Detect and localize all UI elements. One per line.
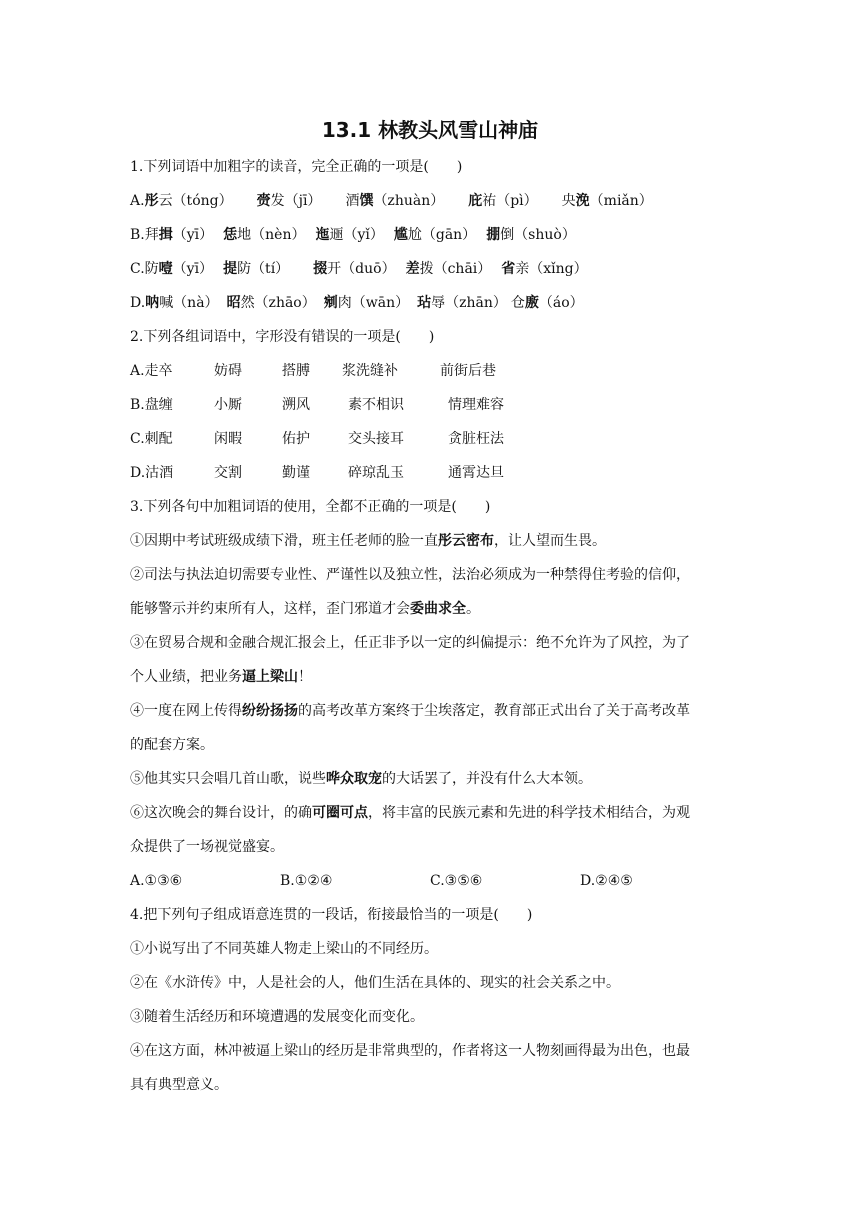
q1-option-a: A.彤云（tóng） 赍发（jī） 酒馔（zhuàn） 庇祐（pì） 央浼（miǎn） bbox=[130, 193, 653, 209]
q4-sentence-3: ③随着生活经历和环境遭遇的发展变化而变化。 bbox=[130, 1009, 424, 1025]
q3-sentence-6-line-1: ⑥这次晚会的舞台设计，的确可圈可点，将丰富的民族元素和先进的科学技术相结合，为观 bbox=[130, 805, 690, 821]
q3-sentence-1: ①因期中考试班级成绩下滑，班主任老师的脸一直彤云密布，让人望而生畏。 bbox=[130, 533, 606, 549]
question-2-stem: 2.下列各组词语中，字形没有错误的一项是( ) bbox=[130, 329, 435, 345]
q3-option-a: A.①③⑥ bbox=[130, 873, 183, 889]
q1-option-b: B.拜揖（yī） 恁地（nèn） 迤逦（yǐ） 尴尬（gān） 掤倒（shuò） bbox=[130, 227, 576, 243]
q4-sentence-2: ②在《水浒传》中，人是社会的人，他们生活在具体的、现实的社会关系之中。 bbox=[130, 975, 620, 991]
q4-sentence-4-line-1: ④在这方面，林冲被逼上梁山的经历是非常典型的，作者将这一人物刻画得最为出色，也最 bbox=[130, 1043, 690, 1059]
q3-options bbox=[130, 871, 735, 891]
q2-option-d: D.沽酒 交割 勤谨 碎琼乱玉 通霄达旦 bbox=[130, 465, 504, 481]
q3-sentence-3-line-1: ③在贸易合规和金融合规汇报会上，任正非予以一定的纠偏提示：绝不允许为了风控，为了 bbox=[130, 635, 690, 651]
q3-sentence-2-line-2: 能够警示并约束所有人，这样，歪门邪道才会委曲求全。 bbox=[130, 601, 480, 617]
q4-sentence-4-line-2: 具有典型意义。 bbox=[130, 1077, 228, 1093]
q3-sentence-2-line-1: ②司法与执法迫切需要专业性、严谨性以及独立性，法治必须成为一种禁得住考验的信仰， bbox=[130, 567, 690, 583]
q1-option-c: C.防噎（yī） 提防（tí） 掇开（duō） 差拨（chāi） 省亲（xǐng） bbox=[130, 261, 588, 277]
q4-sentence-1: ①小说写出了不同英雄人物走上梁山的不同经历。 bbox=[130, 941, 438, 957]
q3-option-c: C.③⑤⑥ bbox=[430, 873, 483, 889]
q3-option-d: D.②④⑤ bbox=[580, 873, 633, 889]
q3-sentence-4-line-2: 的配套方案。 bbox=[130, 737, 214, 753]
question-4-stem: 4.把下列句子组成语意连贯的一段话，衔接最恰当的一项是( ) bbox=[130, 907, 533, 923]
q1-option-d: D.呐喊（nà） 昭然（zhāo） 剜肉（wān） 玷辱（zhān） 仓廒（áo） bbox=[130, 295, 584, 311]
question-1-stem: 1.下列词语中加粗字的读音，完全正确的一项是( ) bbox=[130, 159, 463, 175]
q2-option-c: C.刺配 闲暇 佑护 交头接耳 贪脏枉法 bbox=[130, 431, 504, 447]
q3-option-b: B.①②④ bbox=[280, 873, 333, 889]
q3-sentence-5: ⑤他其实只会唱几首山歌，说些哗众取宠的大话罢了，并没有什么大本领。 bbox=[130, 771, 592, 787]
q3-sentence-6-line-2: 众提供了一场视觉盛宴。 bbox=[130, 839, 284, 855]
q3-sentence-4-line-1: ④一度在网上传得纷纷扬扬的高考改革方案终于尘埃落定，教育部正式出台了关于高考改革 bbox=[130, 703, 690, 719]
q3-sentence-3-line-2: 个人业绩，把业务逼上梁山！ bbox=[130, 669, 312, 685]
q2-option-a: A.走卒 妨碍 搭膊 浆洗缝补 前街后巷 bbox=[130, 363, 496, 379]
page-title: 13.1 林教头风雪山神庙 bbox=[321, 118, 539, 142]
q2-option-b: B.盘缠 小厮 溯风 素不相识 情理难容 bbox=[130, 397, 504, 413]
question-3-stem: 3.下列各句中加粗词语的使用，全都不正确的一项是( ) bbox=[130, 499, 491, 515]
